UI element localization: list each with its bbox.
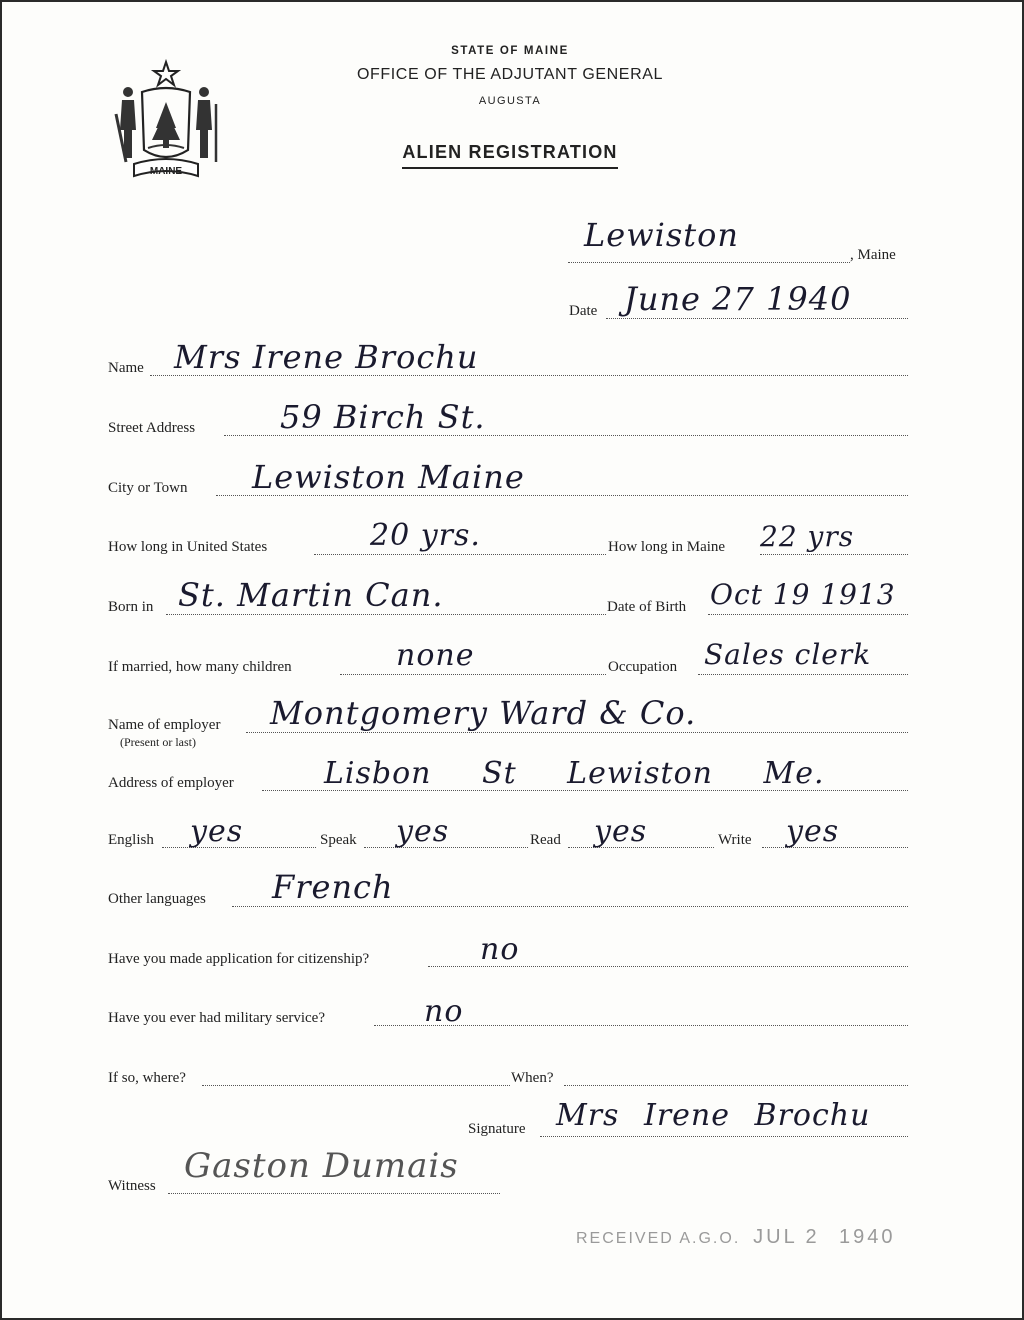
city-label: City or Town — [108, 480, 188, 496]
signature-value[interactable]: Mrs Irene Brochu — [556, 1098, 871, 1133]
english-label: English — [108, 832, 154, 848]
employer-address-value[interactable]: Lisbon St Lewiston Me. — [324, 756, 825, 791]
children-value[interactable]: none — [396, 638, 475, 673]
employer-address-label: Address of employer — [108, 775, 234, 791]
form-title: ALIEN REGISTRATION — [0, 142, 1022, 169]
citizenship-label: Have you made application for citizenship? — [108, 951, 370, 967]
employer-value[interactable]: Montgomery Ward & Co. — [270, 694, 697, 732]
signature-label: Signature — [468, 1121, 526, 1137]
other-languages-line — [232, 906, 908, 907]
header-office: OFFICE OF THE ADJUTANT GENERAL — [356, 66, 664, 83]
write-label: Write — [718, 832, 752, 848]
dob-line — [708, 614, 908, 615]
place-suffix-label: , Maine — [850, 247, 896, 263]
name-value[interactable]: Mrs Irene Brochu — [174, 338, 479, 376]
witness-label: Witness — [108, 1178, 156, 1194]
date-value[interactable]: June 27 1940 — [624, 280, 852, 318]
how-long-maine-value[interactable]: 22 yrs — [760, 520, 855, 553]
city-value[interactable]: Lewiston Maine — [252, 458, 525, 496]
employer-sub-label: (Present or last) — [120, 735, 196, 749]
occupation-value[interactable]: Sales clerk — [704, 638, 872, 671]
witness-line — [168, 1193, 500, 1194]
children-line — [340, 674, 606, 675]
dob-label: Date of Birth — [607, 599, 687, 615]
where-line — [202, 1085, 510, 1086]
received-stamp: RECEIVED A.G.O. JUL 2 1940 — [576, 1226, 896, 1248]
english-value[interactable]: yes — [190, 814, 244, 849]
how-long-us-label: How long in United States — [108, 539, 268, 555]
speak-value[interactable]: yes — [396, 814, 450, 849]
header-city: AUGUSTA — [478, 95, 542, 107]
born-label: Born in — [108, 599, 154, 615]
other-languages-value[interactable]: French — [272, 868, 394, 906]
how-long-maine-label: How long in Maine — [608, 539, 726, 555]
witness-value[interactable]: Gaston Dumais — [184, 1146, 459, 1186]
when-line — [564, 1085, 908, 1086]
speak-label: Speak — [320, 832, 357, 848]
signature-line — [540, 1136, 908, 1137]
employer-line — [246, 732, 908, 733]
name-label: Name — [108, 360, 144, 376]
employer-label: Name of employer — [108, 717, 221, 733]
where-label: If so, where? — [108, 1070, 186, 1086]
date-line — [606, 318, 908, 319]
born-value[interactable]: St. Martin Can. — [178, 576, 444, 614]
read-value[interactable]: yes — [594, 814, 648, 849]
place-value[interactable]: Lewiston — [584, 216, 739, 254]
read-label: Read — [530, 832, 561, 848]
when-label: When? — [511, 1070, 554, 1086]
date-label: Date — [569, 303, 598, 319]
street-label: Street Address — [108, 420, 196, 436]
military-label: Have you ever had military service? — [108, 1010, 325, 1026]
header-state: STATE OF MAINE — [451, 45, 569, 57]
place-line — [568, 262, 850, 263]
dob-value[interactable]: Oct 19 1913 — [710, 578, 896, 611]
occupation-label: Occupation — [608, 659, 678, 675]
street-value[interactable]: 59 Birch St. — [280, 398, 486, 436]
children-label: If married, how many children — [108, 659, 292, 675]
born-line — [166, 614, 606, 615]
svg-text:MAINE: MAINE — [149, 166, 183, 177]
other-languages-label: Other languages — [108, 891, 206, 907]
citizenship-value[interactable]: no — [480, 932, 520, 967]
military-value[interactable]: no — [424, 994, 464, 1029]
occupation-line — [698, 674, 908, 675]
how-long-us-line — [314, 554, 606, 555]
how-long-us-value[interactable]: 20 yrs. — [370, 518, 481, 553]
how-long-maine-line — [760, 554, 908, 555]
write-value[interactable]: yes — [786, 814, 840, 849]
